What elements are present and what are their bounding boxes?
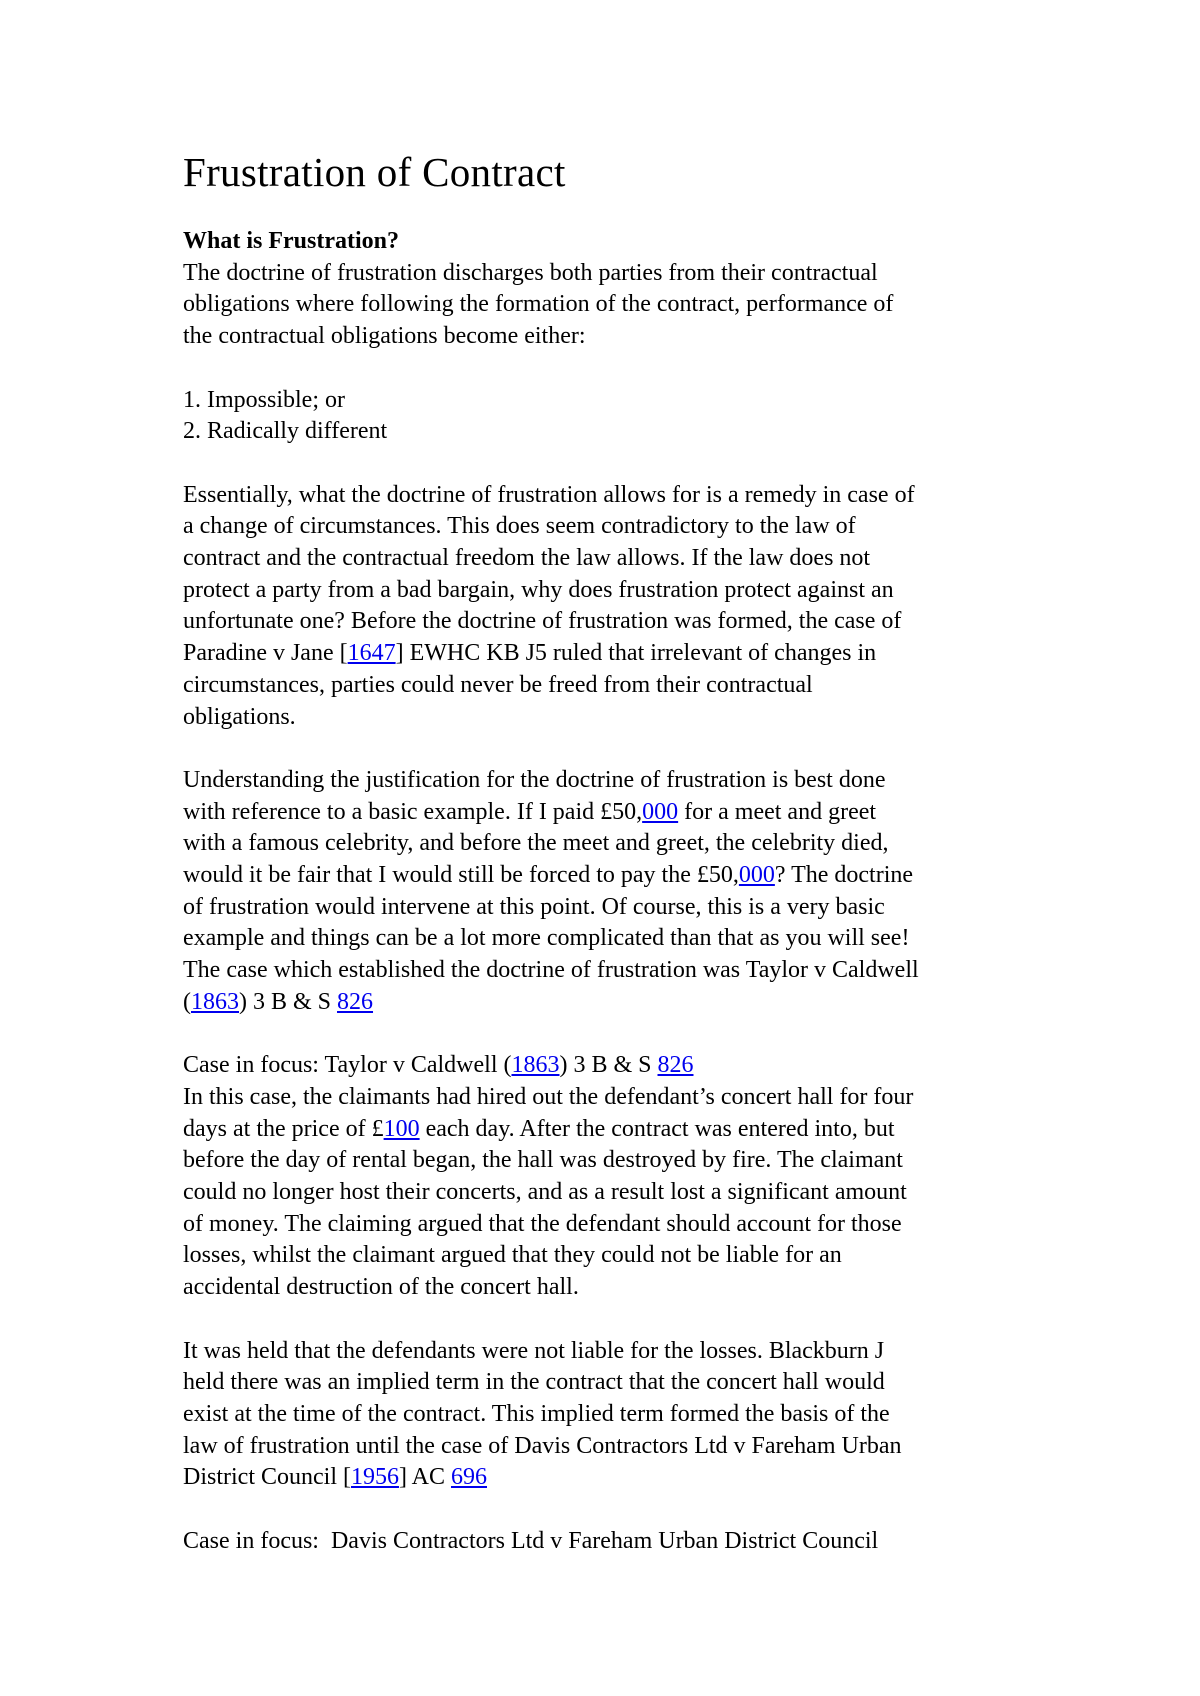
intro-line: The doctrine of frustration discharges both parties from their contractual bbox=[183, 259, 878, 286]
text-segment: District Council [ bbox=[183, 1464, 351, 1491]
citation-link[interactable]: 826 bbox=[337, 988, 374, 1015]
paragraph-line: law of frustration until the case of Davis Contractors Ltd v Fareham Urban bbox=[183, 1432, 902, 1459]
citation-link[interactable]: 000 bbox=[738, 862, 775, 889]
paragraph-line: circumstances, parties could never be freed from their contractual bbox=[183, 671, 813, 698]
paragraph-line: obligations. bbox=[183, 703, 296, 730]
paragraph-line: example and things can be a lot more complicated than that as you will see! bbox=[183, 925, 910, 952]
paragraph-line: accidental destruction of the concert hall. bbox=[183, 1274, 579, 1301]
paragraph-line: of frustration would intervene at this point. Of course, this is a very basic bbox=[183, 893, 885, 920]
paragraph-line bbox=[183, 860, 1043, 892]
paragraph-line: before the day of rental began, the hall was destroyed by fire. The claimant bbox=[183, 1147, 903, 1174]
paragraph-line: In this case, the claimants had hired out the defendant’s concert hall for four bbox=[183, 1083, 914, 1110]
list-item: 2. Radically different bbox=[183, 418, 388, 445]
spacer bbox=[183, 1494, 1043, 1526]
paragraph-line: It was held that the defendants were not liable for the losses. Blackburn J bbox=[183, 1337, 885, 1364]
paragraph-line: contract and the contractual freedom the law allows. If the law does not bbox=[183, 545, 871, 571]
text-segment: with reference to a basic example. If I paid £50, bbox=[183, 798, 643, 825]
citation-link[interactable]: 1956 bbox=[350, 1464, 399, 1491]
citation-link[interactable]: 1863 bbox=[511, 1052, 560, 1079]
text-segment: ( bbox=[183, 988, 191, 1015]
paragraph-line: could no longer host their concerts, and as a result lost a significant amount bbox=[183, 1179, 907, 1206]
paragraph-line bbox=[183, 797, 1043, 829]
citation-link[interactable]: 696 bbox=[451, 1464, 487, 1491]
section-heading: What is Frustration? bbox=[183, 228, 399, 254]
text-segment: ) 3 B & S bbox=[559, 1052, 658, 1079]
text-segment: would it be fair that I would still be forced to pay the £50, bbox=[183, 862, 739, 889]
citation-link[interactable]: 000 bbox=[642, 798, 679, 825]
paragraph-line: Understanding the justification for the doctrine of frustration is best done bbox=[183, 766, 886, 793]
paragraph-line bbox=[183, 638, 1043, 670]
paragraph-line: Essentially, what the doctrine of frustration allows for is a remedy in case of bbox=[183, 481, 915, 508]
text-segment: ? The doctrine bbox=[774, 862, 914, 889]
paragraph-line bbox=[183, 1050, 1043, 1082]
text-segment: each day. After the contract was entered into, but bbox=[419, 1115, 895, 1142]
paragraph-line: unfortunate one? Before the doctrine of frustration was formed, the case of bbox=[183, 608, 902, 635]
paragraph-line: held there was an implied term in the contract that the concert hall would bbox=[183, 1369, 885, 1396]
text-segment: ) 3 B & S bbox=[239, 988, 338, 1015]
spacer bbox=[183, 1019, 1043, 1051]
paragraph-line bbox=[183, 1114, 1043, 1146]
paragraph-line: with a famous celebrity, and before the meet and greet, the celebrity died, bbox=[183, 830, 889, 857]
paragraph-line: Case in focus: Davis Contractors Ltd v Fareham Urban District Council bbox=[183, 1527, 879, 1554]
spacer bbox=[183, 353, 1043, 385]
paragraph-line: losses, whilst the claimant argued that they could not be liable for an bbox=[183, 1242, 842, 1269]
citation-link[interactable]: 826 bbox=[657, 1052, 694, 1079]
citation-link[interactable]: 1647 bbox=[347, 640, 396, 667]
paragraph-line: exist at the time of the contract. This implied term formed the basis of the bbox=[183, 1400, 890, 1427]
text-segment: Case in focus: Taylor v Caldwell ( bbox=[183, 1052, 512, 1079]
page-title: Frustration of Contract bbox=[183, 149, 566, 195]
paragraph-line: a change of circumstances. This does seem contradictory to the law of bbox=[183, 513, 856, 540]
text-segment: Paradine v Jane [ bbox=[183, 640, 348, 667]
paragraph-line: protect a party from a bad bargain, why does frustration protect against an bbox=[183, 576, 894, 603]
text-segment: days at the price of £ bbox=[183, 1115, 384, 1142]
intro-line: the contractual obligations become either: bbox=[183, 323, 586, 350]
paragraph-line: of money. The claiming argued that the defendant should account for those bbox=[183, 1210, 902, 1237]
list-item: 1. Impossible; or bbox=[183, 386, 345, 413]
paragraph-line: The case which established the doctrine of frustration was Taylor v Caldwell bbox=[183, 957, 919, 984]
paragraph-line bbox=[183, 1462, 1043, 1494]
citation-link[interactable]: 100 bbox=[383, 1115, 420, 1142]
spacer bbox=[183, 448, 1043, 480]
paragraph-line bbox=[183, 987, 1043, 1019]
text-segment: ] AC bbox=[398, 1464, 451, 1491]
text-segment: ] EWHC KB J5 ruled that irrelevant of changes in bbox=[395, 640, 877, 667]
citation-link[interactable]: 1863 bbox=[191, 988, 239, 1015]
document-page bbox=[183, 140, 1043, 1557]
spacer bbox=[183, 1304, 1043, 1336]
intro-line: obligations where following the formation of the contract, performance of bbox=[183, 291, 894, 318]
text-segment: for a meet and greet bbox=[678, 798, 877, 825]
spacer bbox=[183, 733, 1043, 765]
